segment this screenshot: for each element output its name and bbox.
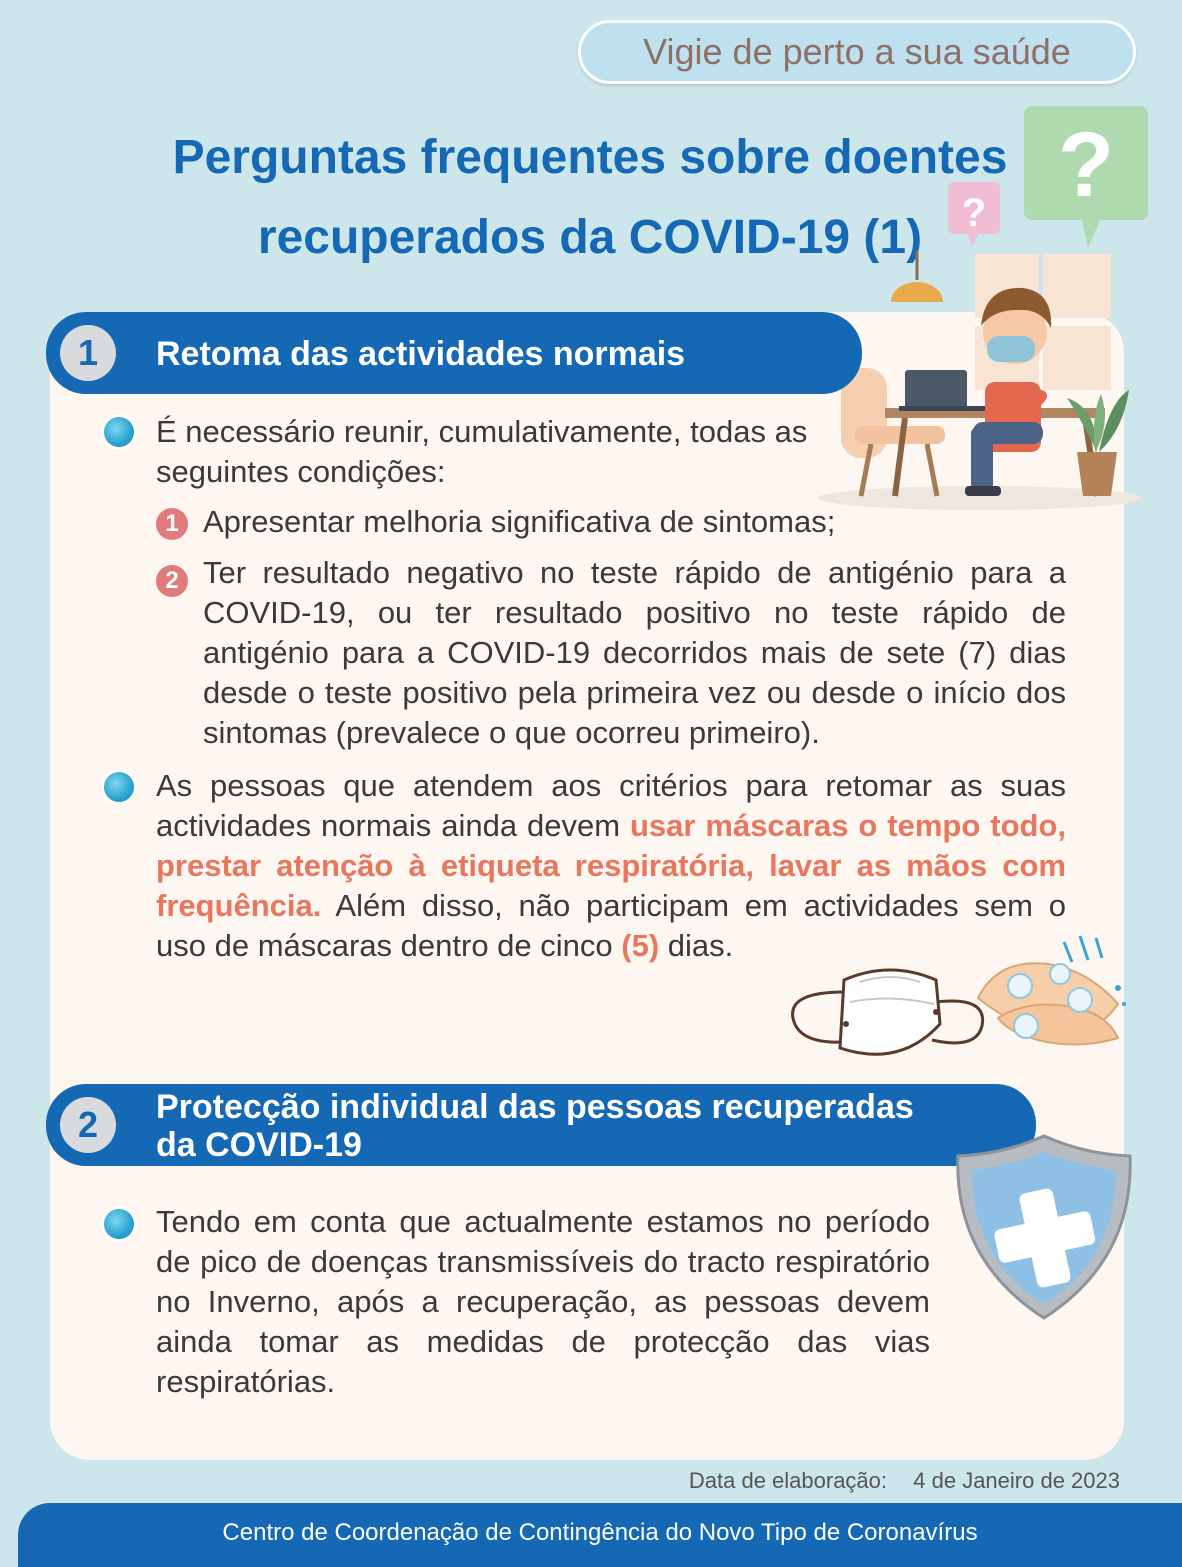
condition1-text: Apresentar melhoria significativa de sintomas; xyxy=(203,504,836,539)
section1-bullet2-part3: dias. xyxy=(659,928,734,963)
handwash-icon xyxy=(968,928,1138,1058)
section1-bullet2-days: (5) xyxy=(621,928,660,963)
section1-bullet1-line2: seguintes condições: xyxy=(156,454,446,489)
date-label: Data de elaboração: xyxy=(688,1468,888,1493)
condition2-text: Ter resultado negativo no teste rápido de antigénio para a COVID-19, ou ter resultado positivo no teste rápido de antigénio para a COVID-19 decorridos mais de sete (7) dias desde o teste positivo pela primeira vez ou desde o início dos sintomas (prevalece o que ocorreu primeiro). xyxy=(203,555,1066,750)
bullet-icon xyxy=(104,1209,134,1239)
tagline-pill xyxy=(578,20,1136,84)
section2-bullet1: Tendo em conta que actualmente estamos no período de pico de doenças transmissíveis do tracto respiratório no Inverno, após a recuperação, as pessoas devem ainda tomar as medidas de protecção das vias respiratórias. xyxy=(156,1204,930,1399)
section2-title-line2: da COVID-19 xyxy=(156,1126,362,1164)
section1-bullet2-highlight: usar máscaras o tempo todo, prestar atenção à etiqueta respiratória, lavar as mãos com frequência. xyxy=(156,808,1066,923)
section2-number-badge: 2 xyxy=(60,1097,116,1153)
section1-bullet2-part1: As pessoas que atendem aos critérios para retomar as suas actividades normais ainda devem xyxy=(156,768,1066,843)
condition2-badge: 2 xyxy=(156,565,188,597)
mask-icon xyxy=(790,962,990,1062)
section2-header xyxy=(46,1084,1036,1166)
section2-title-line1: Protecção individual das pessoas recuperadas xyxy=(156,1088,914,1126)
section1-number-badge: 1 xyxy=(60,325,116,381)
tagline-text: Vigie de perto a sua saúde xyxy=(643,31,1071,72)
section1-title: Retoma das actividades normais xyxy=(156,335,686,373)
section1-bullet1-line1: É necessário reunir, cumulativamente, todas as xyxy=(156,414,808,449)
page-title-line2: recuperados da COVID-19 (1) xyxy=(257,211,923,264)
footer-bar xyxy=(18,1503,1182,1567)
shield-icon xyxy=(950,1130,1140,1322)
page-title-line1: Perguntas frequentes sobre doentes xyxy=(172,131,1008,184)
date-value: 4 de Janeiro de 2023 xyxy=(913,1468,1120,1493)
bullet-icon xyxy=(104,417,134,447)
section1-bullet2 xyxy=(156,766,1066,966)
section1-header xyxy=(46,312,862,394)
person-at-desk-illustration xyxy=(815,250,1160,515)
svg-text:?: ? xyxy=(1057,114,1115,216)
section2-title xyxy=(156,1088,914,1164)
condition1-badge: 1 xyxy=(156,508,188,540)
svg-text:?: ? xyxy=(961,191,987,235)
section1-bullet1 xyxy=(156,412,856,492)
bullet-icon xyxy=(104,772,134,802)
footer-organization: Centro de Coordenação de Contingência do Novo Tipo de Coronavírus xyxy=(222,1519,978,1546)
elaboration-date xyxy=(689,1468,1120,1494)
section1-bullet2-part2: Além disso, não participam em actividades sem o uso de máscaras dentro de cinco xyxy=(156,888,1066,963)
